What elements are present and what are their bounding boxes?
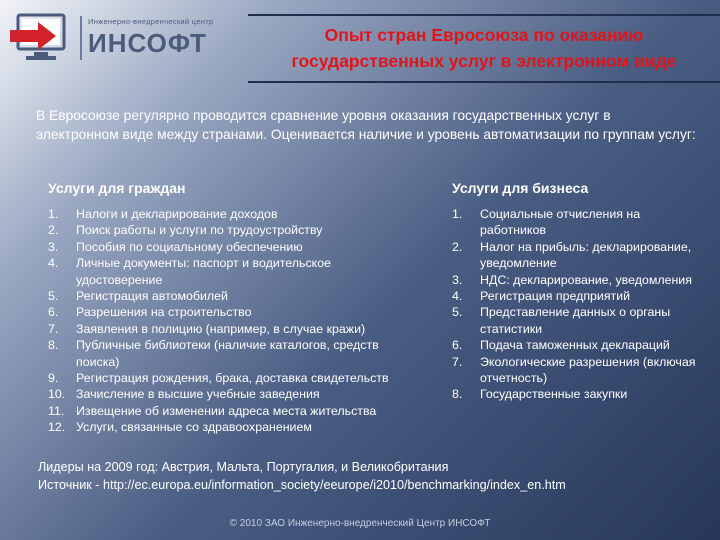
list-item-number: 3. (48, 239, 59, 254)
list-item (48, 255, 434, 288)
list-item (48, 419, 434, 435)
business-list (452, 206, 702, 403)
list-item-text: Регистрация автомобилей (76, 289, 228, 304)
list-item-number: 3. (452, 272, 463, 287)
page-title-line1: Опыт стран Евросоюза по оказанию (324, 25, 644, 45)
list-item (452, 354, 702, 387)
list-item-number: 6. (48, 305, 59, 320)
list-item-number: 12. (48, 420, 66, 435)
title-underline (248, 81, 720, 83)
business-heading: Услуги для бизнеса (452, 180, 589, 196)
logo-name: ИНСОФТ (88, 28, 207, 58)
list-item-text: Экологические разрешения (включая отчетность) (480, 354, 696, 386)
list-item (452, 337, 702, 353)
source-text: Источник - http://ec.europa.eu/information_society/eeurope/i2010/benchmarking/index_en.htm (38, 477, 566, 492)
list-item-number: 1. (452, 207, 463, 221)
list-item-number: 5. (48, 289, 59, 304)
list-item-number: 1. (48, 207, 59, 221)
list-item-text: Заявления в полицию (например, в случае кражи) (76, 321, 366, 336)
list-item (452, 386, 702, 402)
page-title-line2: государственных услуг в электронном виде (291, 51, 677, 71)
leaders-text: Лидеры на 2009 год: Австрия, Мальта, Португалия, и Великобритания (38, 460, 449, 474)
list-item (48, 304, 434, 320)
page-title (248, 22, 720, 74)
list-item (48, 206, 434, 222)
list-item-text: Представление данных о органы статистики (480, 305, 671, 336)
list-item-text: Услуги, связанные со здравоохранением (76, 420, 312, 435)
list-item-text: Налог на прибыль: декларирование, уведомление (480, 239, 692, 271)
list-item-text: Подача таможенных деклараций (480, 338, 670, 353)
list-item-text: Публичные библиотеки (наличие каталогов, средств поиска) (76, 338, 379, 369)
list-item-number: 6. (452, 338, 463, 353)
list-item-number: 4. (48, 256, 59, 271)
list-item (48, 403, 434, 419)
footer-notes (38, 459, 698, 494)
list-item-text: Регистрация рождения, брака, доставка свидетельств (76, 371, 389, 386)
top-rule (248, 14, 720, 16)
list-item (48, 239, 434, 255)
list-item-text: Пособия по социальному обеспечению (76, 239, 303, 254)
list-item-number: 10. (48, 387, 66, 402)
list-item-text: Личные документы: паспорт и водительское удостоверение (76, 256, 331, 287)
list-item-number: 7. (452, 354, 463, 369)
logo-subtitle: Инженерно-внедренческий центр (88, 17, 214, 26)
list-item-text: Регистрация предприятий (480, 289, 631, 304)
list-item (48, 288, 434, 304)
list-item-text: НДС: декларирование, уведомления (480, 272, 692, 287)
list-item (452, 239, 702, 272)
citizens-list (48, 206, 434, 436)
list-item-text: Извещение об изменении адреса места жительства (76, 403, 377, 418)
list-item (452, 206, 702, 239)
logo-divider (80, 16, 82, 60)
list-item-number: 11. (48, 403, 65, 418)
list-item-number: 4. (452, 289, 463, 304)
list-item-number: 8. (452, 387, 463, 402)
list-item-text: Социальные отчисления на работников (480, 207, 641, 238)
list-item (452, 304, 702, 337)
list-item (452, 272, 702, 288)
list-item (452, 288, 702, 304)
list-item-text: Государственные закупки (480, 387, 628, 402)
list-item-number: 2. (452, 239, 463, 254)
citizens-heading: Услуги для граждан (48, 180, 186, 196)
list-item-text: Налоги и декларирование доходов (76, 207, 278, 221)
monitor-arrow-logo-icon (8, 12, 70, 66)
list-item-text: Поиск работы и услуги по трудоустройству (76, 223, 323, 238)
list-item-number: 8. (48, 338, 59, 353)
list-item-number: 7. (48, 321, 59, 336)
copyright: © 2010 ЗАО Инженерно-внедренческий Центр ИНСОФТ (229, 518, 491, 529)
list-item-text: Зачисление в высшие учебные заведения (76, 387, 320, 402)
list-item-text: Разрешения на строительство (76, 305, 252, 320)
list-item (48, 370, 434, 386)
list-item-number: 5. (452, 305, 463, 320)
list-item (48, 386, 434, 402)
list-item (48, 321, 434, 337)
logo[interactable] (8, 12, 220, 66)
list-item-number: 9. (48, 371, 59, 386)
intro-paragraph: В Евросоюзе регулярно проводится сравнение уровня оказания государственных услуг в электронном виде между странами. Оценивается наличие и уровень автоматизации по группам услуг: (36, 108, 696, 142)
list-item (48, 222, 434, 238)
list-item (48, 337, 434, 370)
list-item-number: 2. (48, 223, 59, 238)
